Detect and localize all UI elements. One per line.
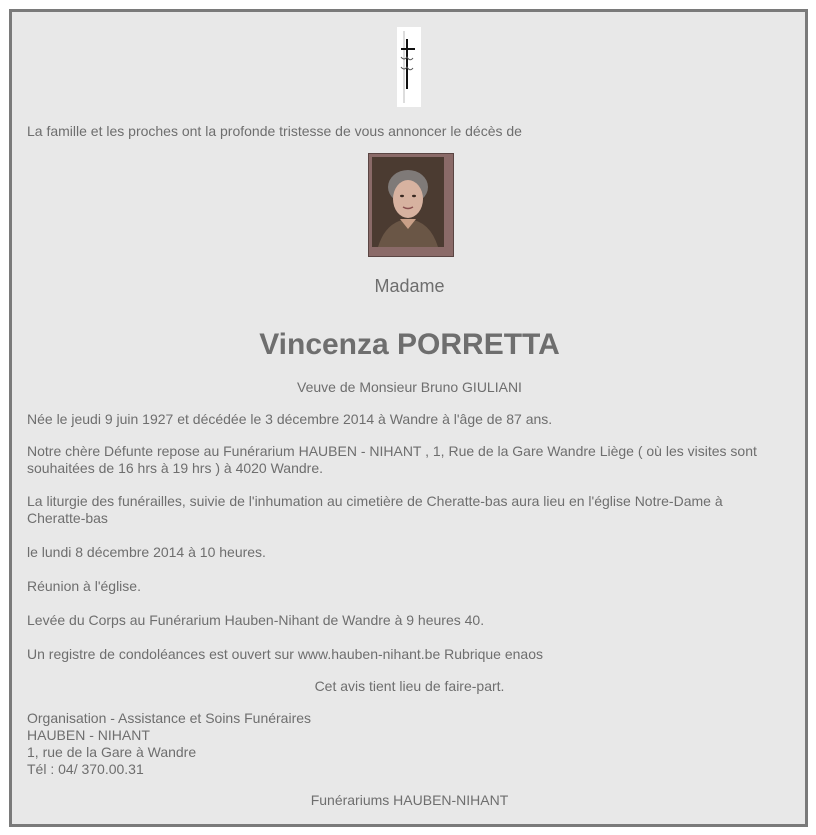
liturgy-text bbox=[27, 493, 792, 527]
avis-text: Cet avis tient lieu de faire-part. bbox=[314, 678, 505, 694]
organisation-line-2: HAUBEN - NIHANT bbox=[27, 727, 150, 743]
organisation-phone: Tél : 04/ 370.00.31 bbox=[27, 761, 144, 777]
liturgy-line-1: La liturgie des funérailles, suivie de l'inhumation au cimetière de Cheratte-bas aura lieu en l'église Notre-Dame à bbox=[27, 493, 723, 509]
rest-place-line-1: Notre chère Défunte repose au Funérarium HAUBEN - NIHANT , 1, Rue de la Gare Wandre Liège ( où les visites sont bbox=[27, 443, 757, 459]
deceased-name: Vincenza PORRETTA bbox=[259, 328, 560, 361]
widow-of-text: Veuve de Monsieur Bruno GIULIANI bbox=[297, 379, 522, 395]
rest-place-line-2: souhaitées de 16 hrs à 19 hrs ) à 4020 Wandre. bbox=[27, 460, 323, 476]
rest-place-text bbox=[27, 443, 792, 477]
honorific-title: Madame bbox=[374, 276, 445, 296]
cross-icon bbox=[397, 27, 421, 107]
intro-text: La famille et les proches ont la profonde tristesse de vous annoncer le décès de bbox=[27, 123, 522, 139]
ceremony-date: le lundi 8 décembre 2014 à 10 heures. bbox=[27, 544, 266, 560]
organisation-block bbox=[27, 710, 792, 778]
organisation-line-3: 1, rue de la Gare à Wandre bbox=[27, 744, 197, 760]
portrait-photo bbox=[372, 157, 444, 247]
condolence-register-text: Un registre de condoléances est ouvert sur www.hauben-nihant.be Rubrique enaos bbox=[27, 646, 543, 662]
birth-death-text: Née le jeudi 9 juin 1927 et décédée le 3 décembre 2014 à Wandre à l'âge de 87 ans. bbox=[27, 411, 553, 427]
organisation-line-1: Organisation - Assistance et Soins Funéraires bbox=[27, 710, 312, 726]
meeting-text: Réunion à l'église. bbox=[27, 578, 141, 594]
portrait-frame bbox=[368, 153, 454, 257]
liturgy-line-2: Cheratte-bas bbox=[27, 510, 108, 526]
obituary-notice bbox=[9, 9, 808, 827]
footer-signature: Funérariums HAUBEN-NIHANT bbox=[310, 792, 509, 808]
levee-text: Levée du Corps au Funérarium Hauben-Nihant de Wandre à 9 heures 40. bbox=[27, 612, 485, 628]
